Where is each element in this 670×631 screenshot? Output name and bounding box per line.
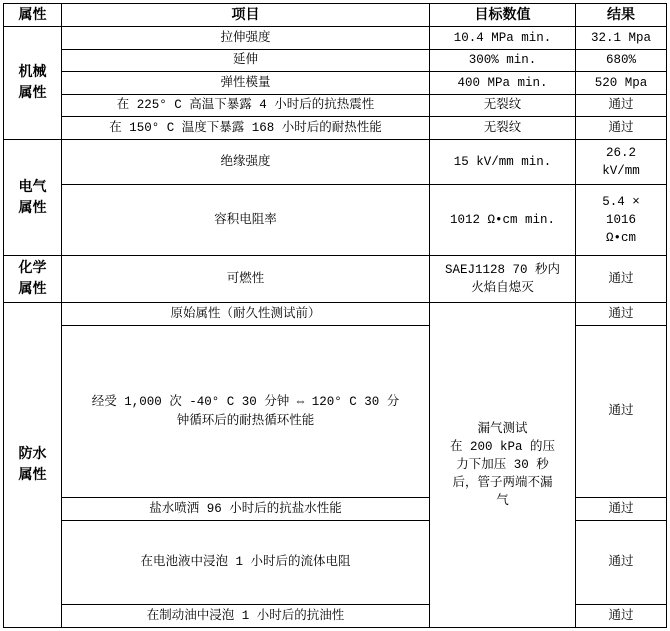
table-row [4,95,667,117]
target-cell: 1012 Ω•cm min. [430,185,576,256]
header-item: 项目 [62,4,430,27]
result-cell: 26.2 kV/mm [576,140,667,185]
result-cell: 520 Mpa [576,72,667,95]
category-chemical: 化学 属性 [4,256,62,303]
header-row [4,4,667,27]
target-cell: 300% min. [430,50,576,72]
table-row [4,303,667,326]
result-cell: 32.1 Mpa [576,27,667,50]
table-row [4,27,667,50]
table-row [4,117,667,140]
result-cell: 680% [576,50,667,72]
item-cell: 在 150° C 温度下暴露 168 小时后的耐热性能 [62,117,430,140]
result-cell: 通过 [576,326,667,498]
waterproof-target-cell: 漏气测试 在 200 kPa 的压 力下加压 30 秒 后，管子两端不漏 气 [430,303,576,628]
table-row [4,256,667,303]
item-cell: 弹性模量 [62,72,430,95]
category-electrical: 电气 属性 [4,140,62,256]
table-row [4,72,667,95]
table-row [4,140,667,185]
target-cell: 15 kV/mm min. [430,140,576,185]
target-cell: SAEJ1128 70 秒内 火焰自熄灭 [430,256,576,303]
target-cell: 10.4 MPa min. [430,27,576,50]
table-row [4,50,667,72]
result-cell: 通过 [576,303,667,326]
item-cell: 原始属性（耐久性测试前） [62,303,430,326]
item-cell: 延伸 [62,50,430,72]
item-cell: 盐水喷洒 96 小时后的抗盐水性能 [62,498,430,521]
result-cell: 通过 [576,95,667,117]
table-row [4,185,667,256]
category-mechanical: 机械 属性 [4,27,62,140]
target-cell: 无裂纹 [430,117,576,140]
item-cell: 在制动油中浸泡 1 小时后的抗油性 [62,605,430,628]
item-cell: 拉伸强度 [62,27,430,50]
properties-table [3,3,667,628]
target-cell: 无裂纹 [430,95,576,117]
result-cell: 通过 [576,605,667,628]
item-cell: 绝缘强度 [62,140,430,185]
result-cell: 通过 [576,256,667,303]
item-cell: 在 225° C 高温下暴露 4 小时后的抗热震性 [62,95,430,117]
target-cell: 400 MPa min. [430,72,576,95]
item-cell: 容积电阻率 [62,185,430,256]
header-target: 目标数值 [430,4,576,27]
category-waterproof: 防水 属性 [4,303,62,628]
item-cell: 经受 1,000 次 -40° C 30 分钟 ⇔ 120° C 30 分 钟循环后的耐热循环性能 [62,326,430,498]
header-category: 属性 [4,4,62,27]
result-cell: 通过 [576,117,667,140]
result-cell: 5.4 × 1016 Ω•cm [576,185,667,256]
item-cell: 可燃性 [62,256,430,303]
item-cell: 在电池液中浸泡 1 小时后的流体电阻 [62,521,430,605]
result-cell: 通过 [576,498,667,521]
result-cell: 通过 [576,521,667,605]
header-result: 结果 [576,4,667,27]
